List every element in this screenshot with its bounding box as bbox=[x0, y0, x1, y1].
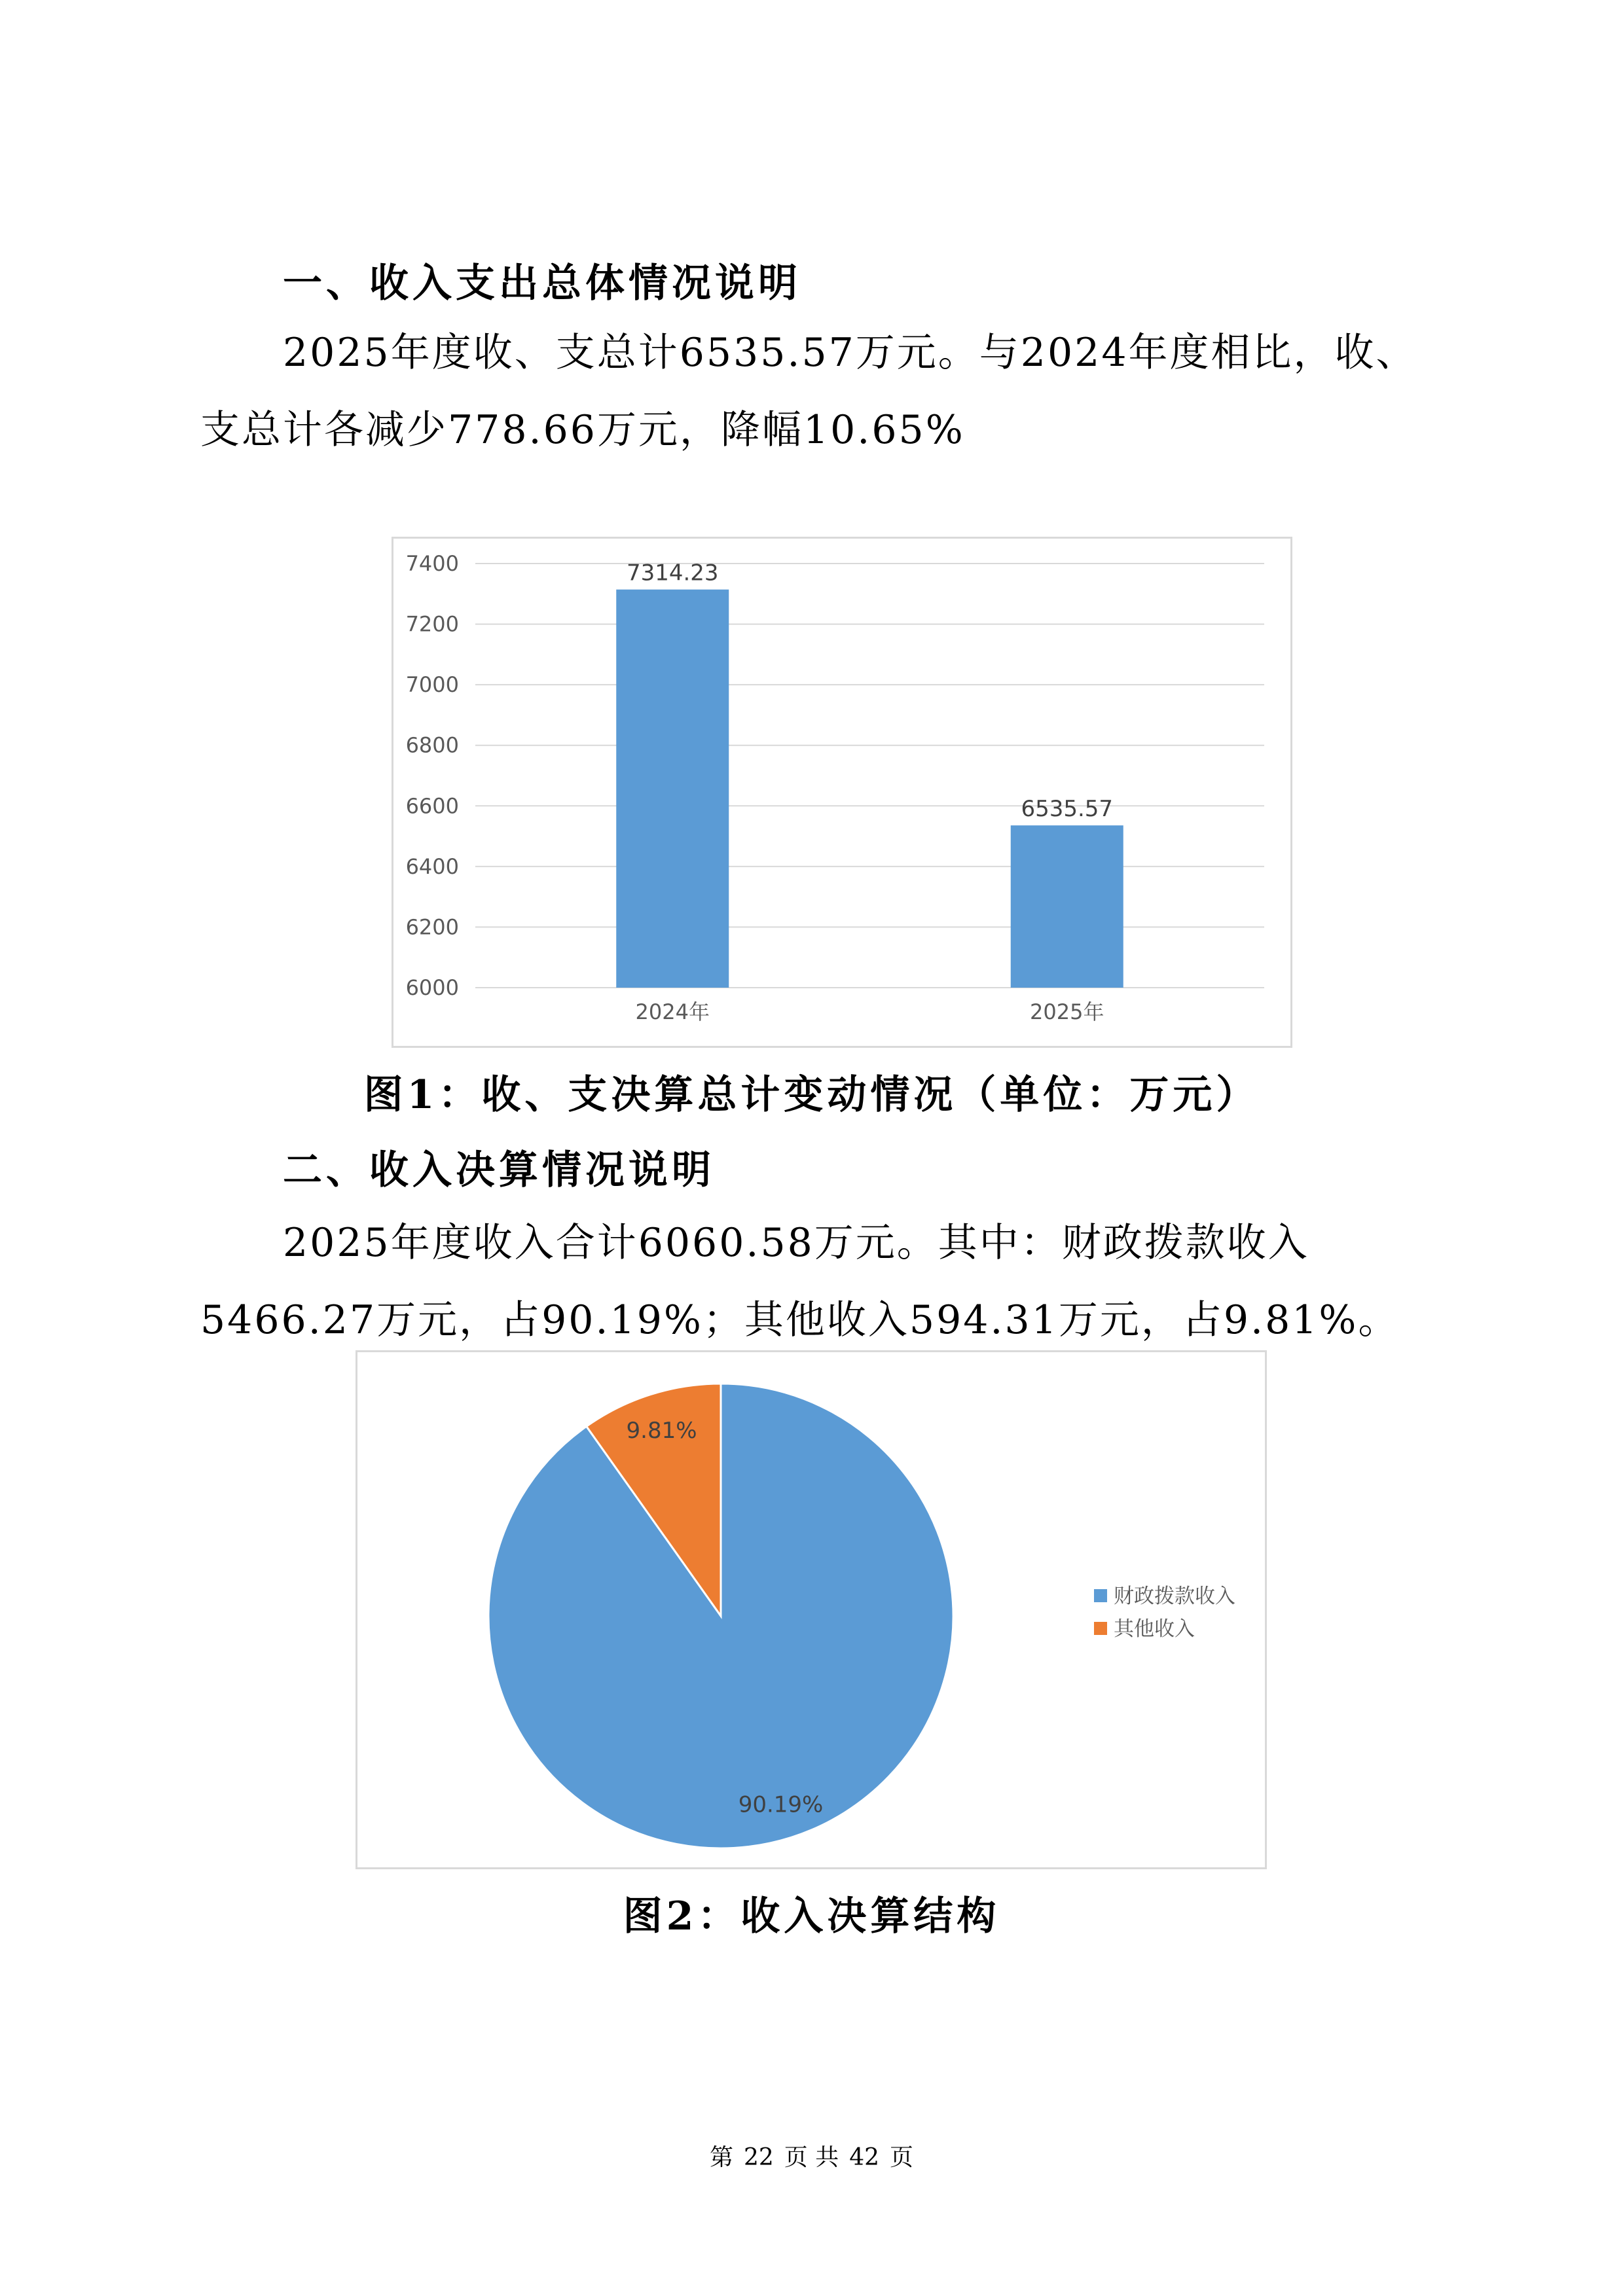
y-tick-label: 7400 bbox=[405, 551, 459, 576]
footer-prefix: 第 bbox=[709, 2144, 733, 2171]
legend-swatch bbox=[1094, 1589, 1107, 1602]
x-tick-label: 2024年 bbox=[635, 999, 710, 1024]
legend-label: 其他收入 bbox=[1114, 1617, 1195, 1641]
y-tick-label: 7200 bbox=[405, 611, 459, 637]
section2-paragraph: 2025年度收入合计6060.58万元。其中：财政拨款收入5466.27万元，占90.19%；其他收入594.31万元，占9.81%。 bbox=[200, 1220, 1400, 1343]
y-tick-label: 7000 bbox=[405, 672, 459, 698]
footer-total-pages: 42 bbox=[849, 2144, 880, 2171]
bar bbox=[1011, 825, 1123, 988]
y-tick-label: 6200 bbox=[405, 914, 459, 940]
footer-suffix: 页 bbox=[890, 2144, 914, 2171]
section2-heading: 二、收入决算情况说明 bbox=[283, 1147, 715, 1193]
legend-label: 财政拨款收入 bbox=[1114, 1585, 1235, 1608]
x-tick-label: 2025年 bbox=[1030, 999, 1104, 1024]
bar-data-label: 6535.57 bbox=[1021, 796, 1114, 823]
pie-chart-svg bbox=[357, 1352, 1269, 1871]
y-tick-label: 6400 bbox=[405, 853, 459, 879]
pie-chart bbox=[356, 1350, 1267, 1869]
section1-heading: 一、收入支出总体情况说明 bbox=[283, 260, 801, 306]
page-footer bbox=[0, 2139, 1623, 2172]
figure2-caption: 图2：收入决算结构 bbox=[623, 1893, 1000, 1939]
y-tick-label: 6600 bbox=[405, 793, 459, 819]
bar bbox=[616, 590, 729, 988]
y-tick-label: 6000 bbox=[405, 975, 459, 1000]
pie-data-label: 9.81% bbox=[626, 1417, 697, 1444]
footer-page-number: 22 bbox=[743, 2144, 774, 2171]
legend-swatch bbox=[1094, 1622, 1107, 1635]
bar-data-label: 7314.23 bbox=[626, 560, 719, 586]
pie-data-label: 90.19% bbox=[738, 1791, 824, 1818]
bar-chart-svg bbox=[393, 539, 1294, 1050]
section1-paragraph: 2025年度收、支总计6535.57万元。与2024年度相比，收、支总计各减少778.66万元，降幅10.65% bbox=[200, 330, 1417, 453]
bar-chart bbox=[392, 537, 1292, 1048]
figure1-caption: 图1：收、支决算总计变动情况（单位：万元） bbox=[363, 1072, 1260, 1118]
footer-middle: 页 共 bbox=[784, 2144, 839, 2171]
y-tick-label: 6800 bbox=[405, 732, 459, 758]
